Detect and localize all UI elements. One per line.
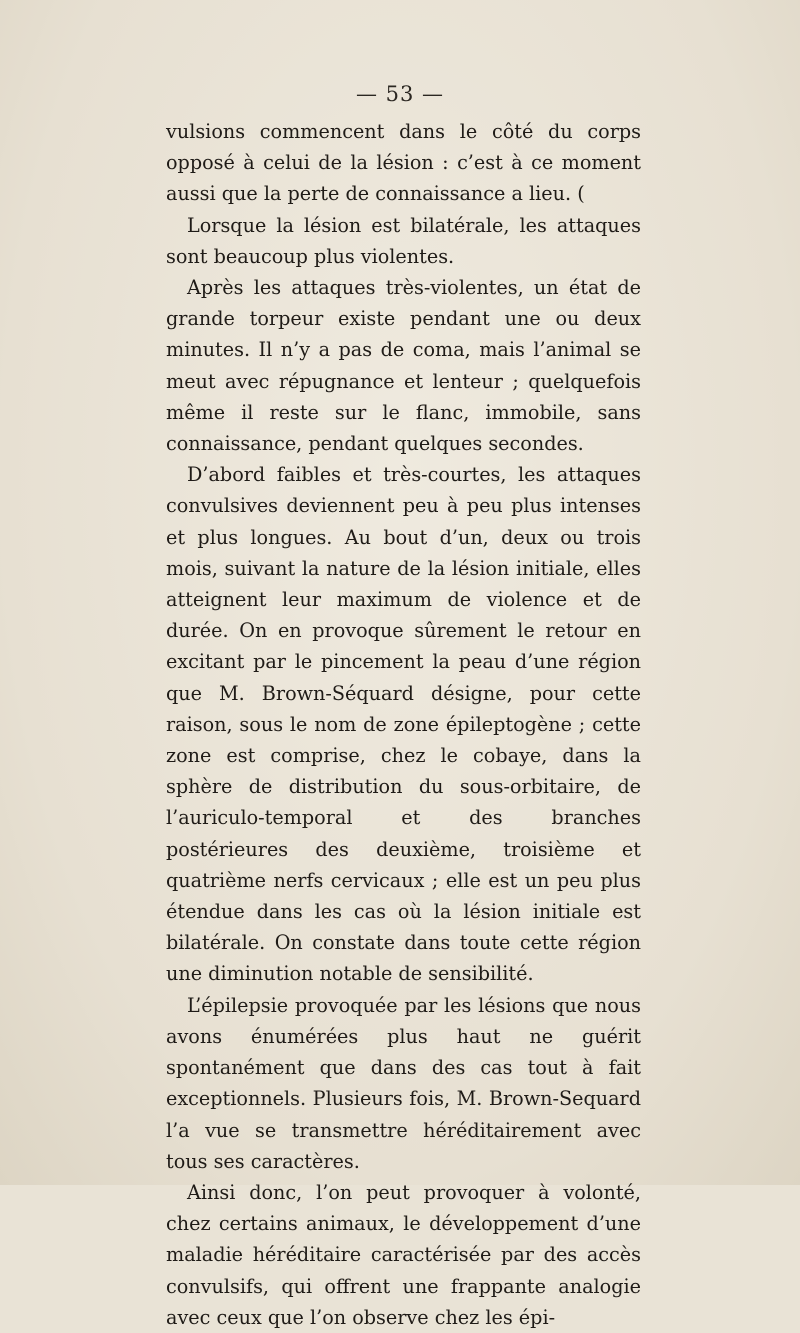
paragraph-epileptogenic-zone: D’abord faibles et très-courtes, les attaques convulsives deviennent peu à peu plus intenses et plus longues. Au bout d’un, deux ou trois mois, suivant la nature de la lésion initiale, elles atteignent leur maximum de violence et de durée. On en provoque sûrement le retour en excitant par le pincement la peau d’une région que M. Brown-Séquard désigne, pour cette raison, sous le nom de zone épileptogène ; cette zone est comprise, chez le cobaye, dans la sphère de distribution du sous-orbitaire, de l’auriculo-temporal et des branches postérieures des deuxième, troisième et quatrième nerfs cervicaux ; elle est un peu plus étendue dans les cas où la lésion initiale est bilatérale. On constate dans toute cette région une diminution notable de sensibilité. (166, 463, 641, 986)
paragraph-conclusion: Ainsi donc, l’on peut provoquer à volonté, chez certains animaux, le développement d’une maladie héréditaire caractérisée par des accès convulsifs, qui offrent une frappante analogie avec ceux que l’on observe chez les épi- (166, 1180, 641, 1329)
paragraph-bilateral-lesion: Lorsque la lésion est bilatérale, les attaques sont beaucoup plus violentes. (166, 213, 641, 268)
paragraph-continuation: vulsions commencent dans le côté du corps opposé à celui de la lésion : c’est à ce moment aussi que la perte de connaissance a lieu. ( (166, 120, 641, 206)
paragraph-torpor: Après les attaques très-violentes, un état de grande torpeur existe pendant une ou deux minutes. Il n’y a pas de coma, mais l’animal se meut avec répugnance et lenteur ; quelquefois même il reste sur le flanc, immobile, sans connaissance, pendant quelques secondes. (166, 276, 641, 456)
paragraph-heredity: L’épilepsie provoquée par les lésions que nous avons énumérées plus haut ne guérit spontanément que dans des cas tout à fait exceptionnels. Plusieurs fois, M. Brown-Sequard l’a vue se transmettre héréditairement avec tous ses caractères. (166, 993, 641, 1173)
page-number: — 53 — (355, 82, 445, 106)
body-text (166, 116, 641, 1333)
